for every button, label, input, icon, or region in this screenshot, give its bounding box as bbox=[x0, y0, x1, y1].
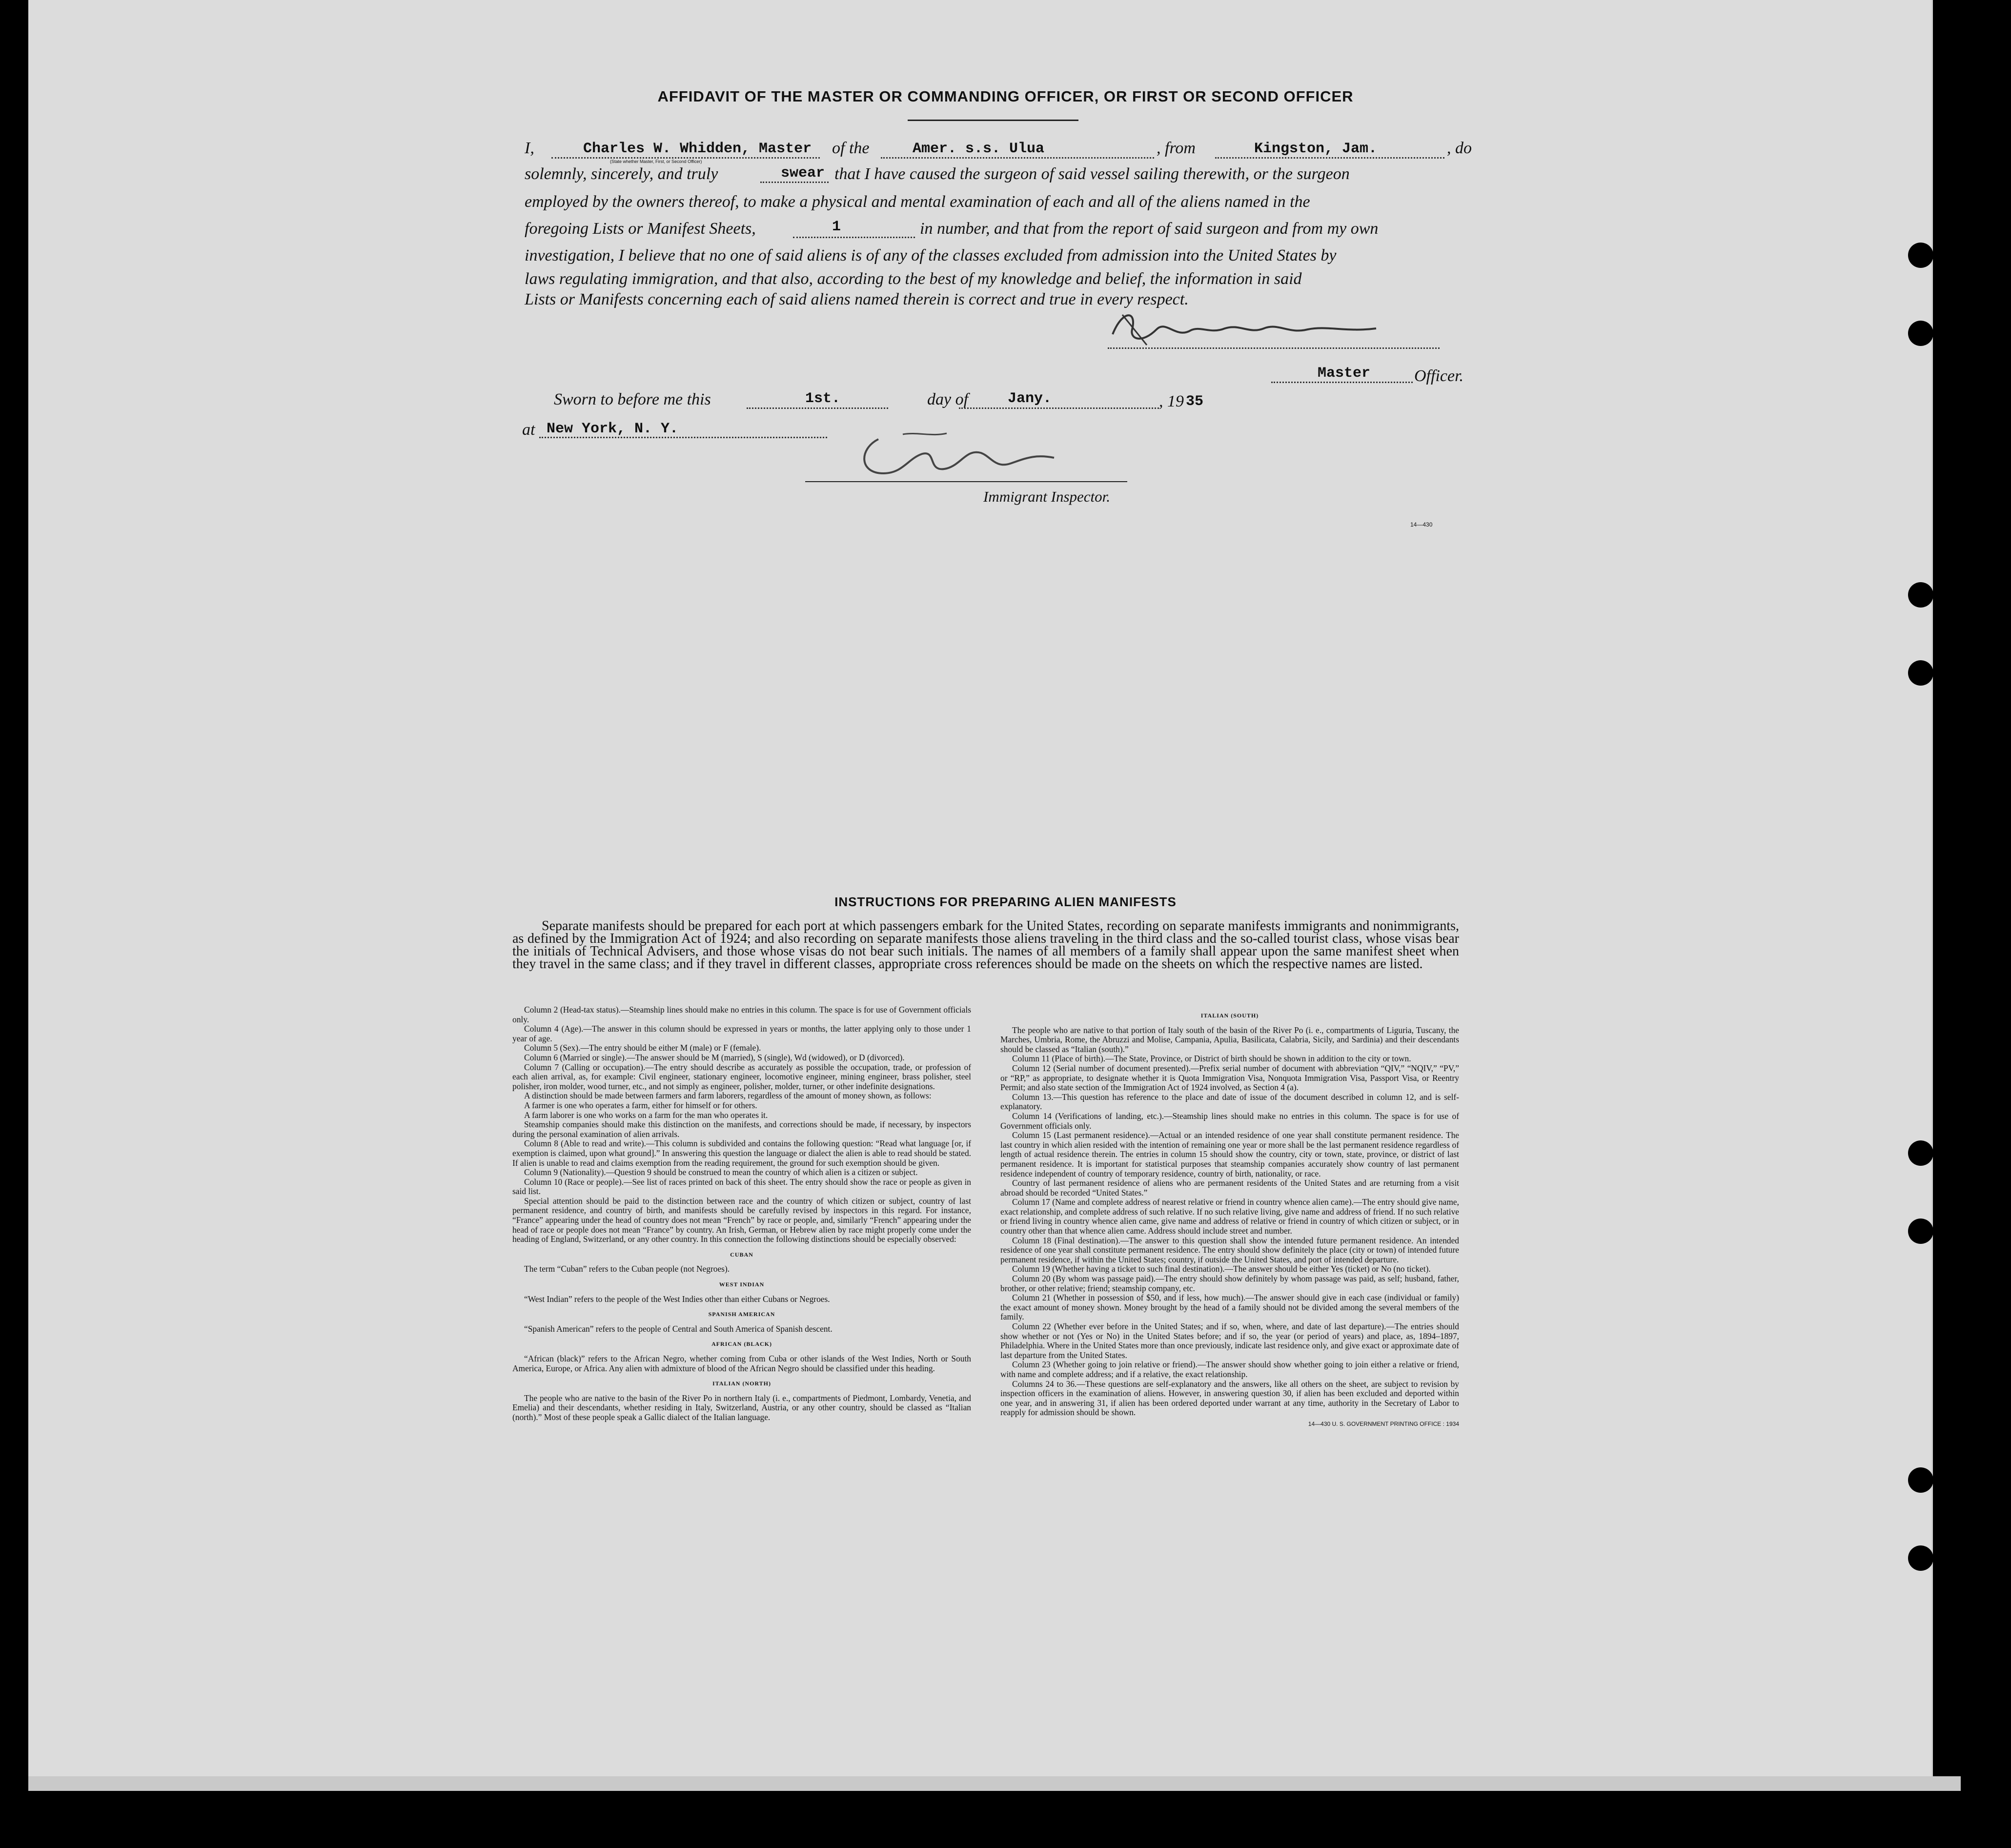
farm-text-4: Steamship companies should make this distinction on the manifests, and corrections should be made, if necessary, by inspectors during the personal examination of alien arrivals. bbox=[512, 1119, 971, 1139]
sheets-text-a: foregoing Lists or Manifest Sheets, bbox=[525, 220, 756, 238]
inspector-line bbox=[805, 481, 1127, 482]
sworn-day: 1st. bbox=[805, 390, 841, 407]
officer-line bbox=[1271, 382, 1413, 383]
col21-text: Column 21 (Whether in possession of $50, and if less, how much).—The answer should give in each case (individual or family) the exact amount of money shown. Money brought by the head of a family should not be divided among the several members of the family. bbox=[1000, 1293, 1459, 1322]
port-line bbox=[1215, 157, 1444, 159]
oath-word: swear bbox=[781, 165, 825, 182]
punch-hole bbox=[1908, 1140, 1933, 1166]
col15-text: Column 15 (Last permanent residence).—Actual or an intended residence of one year shall constitute permanent residence. The last country in which alien resided with the intention of remaining one year or more shall be the last permanent residence regardless of length of actual residence therein. The entries in column 15 should show the country, city or town, state, province, or district of last permanent residence. It is important for statistical purposes that steamship companies accurately show country of last permanent residence independent of country of temporary residence, country of birth, nationality, or race. bbox=[1000, 1130, 1459, 1178]
instructions-intro: Separate manifests should be prepared for each port at which passengers embark for the United States, recording on separate manifests immigrants and nonimmigrants, as defined by the Immigration Act of 1924; and also recording on separate manifests those aliens traveling in the third class and the so-called tourist class, whose visas bear the initials of Technical Advisers, and those whose visas do not bear such initials. The names of all members of a family shall appear upon the same manifest sheet when they travel in the same class; and if they travel in different classes, appropriate cross references should be made on the sheets on which the respective names are listed. bbox=[512, 918, 1459, 972]
title-underline bbox=[908, 120, 1078, 121]
col12-text: Column 12 (Serial number of document presented).—Prefix serial number of document with abbreviation “QIV,” “NQIV,” “PV,” or “RP,” as appropriate, to designate whether it is Quota Immigration Visa, Nonquota Immigration Visa, Passport Visa, or Reentry Permit; and also state section of the Immigration Act of 1924 involved, as Section 4 (a). bbox=[1000, 1063, 1459, 1093]
col6-text: Column 6 (Married or single).—The answer should be M (married), S (single), Wd (widowed), or D (divorced). bbox=[524, 1052, 905, 1062]
col20-text: Column 20 (By whom was passage paid).—The entry should show definitely by whom passage was paid, as self; husband, father, brother, or other relative; friend; steamship company, etc. bbox=[1000, 1274, 1459, 1293]
col19-text: Column 19 (Whether having a ticket to such final destination).—The answer should be either Yes (ticket) or No (no ticket). bbox=[1012, 1264, 1431, 1274]
oath-text-b: that I have caused the surgeon of said vessel sailing therewith, or the surgeon bbox=[834, 165, 1350, 183]
day-line bbox=[747, 407, 888, 409]
farm-text-2: A farmer is one who operates a farm, either for himself or for others. bbox=[524, 1100, 757, 1110]
do-label: , do bbox=[1447, 139, 1472, 157]
west-indian-heading: WEST INDIAN bbox=[719, 1281, 765, 1288]
master-name: Charles W. Whidden, Master bbox=[583, 141, 812, 157]
italian-north-text: The people who are native to the basin of the River Po in northern Italy (i. e., compartments of Piedmont, Lombardy, Venetia, and Emelia) and their descendants, whether residing in Italy, Switzerland, Austria, or any other country, should be classed as “Italian (north).” Most of these people speak a Gallic dialect of the Italian language. bbox=[512, 1393, 971, 1422]
col18-text: Column 18 (Final destination).—The answer to this question shall show the intended future permanent residence. An intended residence of one year shall constitute permanent residence. The entry should show definitely the place (city or town) of intended future permanent residence, if within the United States; country, if outside the United States, and port of intended departure. bbox=[1000, 1235, 1459, 1264]
col24-text: Columns 24 to 36.—These questions are self-explanatory and the answers, like all others on the sheet, are subject to revision by inspection officers in the examination of aliens. However, in answering question 30, if alien has been excluded and deported within one year, and in answering 31, if alien has been ordered deported under warrant at any time, authority in the Secretary of Labor to reapply for admission should be shown. bbox=[1000, 1379, 1459, 1418]
punch-hole bbox=[1908, 582, 1933, 608]
officer-label: Officer. bbox=[1414, 367, 1464, 385]
punch-hole bbox=[1908, 243, 1933, 268]
cuban-text: The term “Cuban” refers to the Cuban people (not Negroes). bbox=[524, 1264, 730, 1274]
col7-text: Column 7 (Calling or occupation).—The entry should describe as accurately as possible the occupation, trade, or profession of each alien arrival, as, for example: Civil engineer, stationary engineer, locomotive engineer, mining engineer, brass polisher, steel polisher, iron molder, wood turner, etc., and not simply as engineer, polisher, molder, turner, or other indefinite designations. bbox=[512, 1062, 971, 1091]
from-label: , from bbox=[1157, 139, 1196, 157]
officer-title: Master bbox=[1318, 365, 1371, 382]
master-signature bbox=[1103, 300, 1396, 354]
punch-hole bbox=[1908, 660, 1933, 686]
italian-north-heading: ITALIAN (NORTH) bbox=[712, 1380, 772, 1387]
signature-line bbox=[1108, 347, 1440, 349]
i-label: I, bbox=[525, 139, 534, 157]
at-label: at bbox=[522, 421, 535, 439]
farm-text-3: A farm laborer is one who works on a farm for the man who operates it. bbox=[524, 1110, 768, 1120]
year-suffix: 35 bbox=[1186, 393, 1204, 410]
west-indian-text: “West Indian” refers to the people of the West Indies other than either Cubans or Negroes. bbox=[524, 1294, 830, 1304]
col2-text: Column 2 (Head-tax status).—Steamship lines should make no entries in this column. The space is for use of Government officials only. bbox=[512, 1005, 971, 1024]
african-heading: AFRICAN (BLACK) bbox=[711, 1340, 772, 1348]
from-port: Kingston, Jam. bbox=[1254, 141, 1378, 157]
col8-text: Column 8 (Able to read and write).—This column is subdivided and contains the following question: “Read what language [or, if exemption is claimed, upon what ground].” In answering this question the language or dialect the alien is able to read should be stated. If alien is unable to read and claims exemption from the reading requirement, the ground for such exemption should be given. bbox=[512, 1138, 971, 1168]
punch-hole bbox=[1908, 1545, 1933, 1571]
of-the-label: of the bbox=[832, 139, 870, 157]
cuban-heading: CUBAN bbox=[730, 1251, 753, 1258]
document-paper bbox=[28, 0, 1933, 1781]
punch-hole bbox=[1908, 1218, 1933, 1244]
paper-edge bbox=[28, 1776, 1961, 1791]
vessel-line bbox=[881, 157, 1154, 159]
year-prefix: , 19 bbox=[1159, 392, 1184, 410]
rank-note: (State whether Master, First, or Second Officer) bbox=[610, 159, 702, 164]
special-attention-text: Special attention should be paid to the distinction between race and the country of which citizen or subject, country of last permanent residence, and country of birth, and manifests should be carefully revised by inspectors in this regard. For instance, “France” appearing under the head of country does not mean “French” by race or people, and, similarly “French” appearing under the head of race or people does not mean “France” by country. An Irish, German, or Hebrew alien by race might properly come under the heading of England, Switzerland, or any other country. In this connection the following distinctions should be especially observed: bbox=[512, 1196, 971, 1244]
instructions-title: INSTRUCTIONS FOR PREPARING ALIEN MANIFESTS bbox=[834, 894, 1177, 909]
col4-text: Column 4 (Age).—The answer in this column should be expressed in years or months, the latter applying only to those under 1 year of age. bbox=[512, 1024, 971, 1043]
affidavit-line-6: laws regulating immigration, and that also, according to the best of my knowledge and belief, the information in said bbox=[525, 270, 1302, 288]
affidavit-title: AFFIDAVIT OF THE MASTER OR COMMANDING OFFICER, OR FIRST OR SECOND OFFICER bbox=[657, 88, 1354, 105]
col17-text: Column 17 (Name and complete address of nearest relative or friend in country whence alien came).—The entry should give name, exact relationship, and complete address of such relative. If no such relative living, give name and address of friend. If no such relative or friend living in country whence alien came, give name and address of relative or friend in country of which citizen or subject, or in country other than that whence alien came. Address should include street and number. bbox=[1000, 1197, 1459, 1236]
col10-text: Column 10 (Race or people).—See list of races printed on back of this sheet. The entry should show the race or people as given in said list. bbox=[512, 1177, 971, 1197]
spanish-american-text: “Spanish American” refers to the people of Central and South America of Spanish descent. bbox=[524, 1323, 833, 1334]
spanish-american-heading: SPANISH AMERICAN bbox=[708, 1311, 775, 1318]
sworn-label: Sworn to before me this bbox=[554, 390, 711, 408]
printing-office-footer: 14—430 U. S. GOVERNMENT PRINTING OFFICE : 1934 bbox=[1308, 1420, 1459, 1427]
col11-text: Column 11 (Place of birth).—The State, Province, or District of birth should be shown in addition to the city or town. bbox=[1012, 1054, 1411, 1064]
affidavit-line-5: investigation, I believe that no one of said aliens is of any of the classes excluded from admission into the United States by bbox=[525, 246, 1337, 264]
col23-text: Column 23 (Whether going to join relative or friend).—The answer should show whether going to join either a relative or friend, with name and complete address; and if a relative, the exact relationship. bbox=[1000, 1360, 1459, 1379]
form-number: 14—430 bbox=[1410, 521, 1433, 528]
italian-south-text: The people who are native to that portion of Italy south of the basin of the River Po (i. e., compartments of Liguria, Tuscany, the Marches, Umbria, Rome, the Abruzzi and Molise, Campania, Apulia, Basilicata, Calabria, Sicily, and Sardinia) and their descendants should be classed as “Italian (south).” bbox=[1000, 1025, 1459, 1054]
affidavit-line-3: employed by the owners thereof, to make a physical and mental examination of each and all of the aliens named in the bbox=[525, 193, 1310, 211]
col22-text: Column 22 (Whether ever before in the United States; and if so, when, where, and date of last departure).—The entries should show whether or not (Yes or No) in the United States before; and if so, the year (or period of years) and place, as, 1894–1897, Philadelphia. Where in the United States more than once previously, indicate last residence only, and give exact or approximate date of last departure from the United States. bbox=[1000, 1321, 1459, 1360]
sworn-place: New York, N. Y. bbox=[547, 421, 679, 437]
sworn-month: Jany. bbox=[1008, 390, 1052, 407]
punch-hole bbox=[1908, 321, 1933, 346]
vessel-name: Amer. s.s. Ulua bbox=[913, 141, 1045, 157]
col9-text: Column 9 (Nationality).—Question 9 should be construed to mean the country of which alien is a citizen or subject. bbox=[524, 1167, 918, 1178]
african-text: “African (black)” refers to the African Negro, whether coming from Cuba or other islands of the West Indies, North or South America, Europe, or Africa. Any alien with admixture of blood of the African Negro should be classified under this heading. bbox=[512, 1354, 971, 1373]
sheets-count: 1 bbox=[832, 219, 841, 235]
italian-south-heading: ITALIAN (SOUTH) bbox=[1200, 1012, 1259, 1019]
affidavit-line-7: Lists or Manifests concerning each of said aliens named therein is correct and true in every respect. bbox=[525, 290, 1189, 308]
country-text: Country of last permanent residence of aliens who are permanent residents of the United States and are returning from a visit abroad should be recorded “United States.” bbox=[1000, 1178, 1459, 1198]
sheets-text-b: in number, and that from the report of said surgeon and from my own bbox=[920, 220, 1379, 238]
farm-text-1: A distinction should be made between farmers and farm laborers, regardless of the amount of money shown, as follows: bbox=[524, 1091, 932, 1101]
col5-text: Column 5 (Sex).—The entry should be either M (male) or F (female). bbox=[524, 1043, 761, 1053]
name-line bbox=[551, 157, 820, 159]
oath-line bbox=[760, 182, 829, 183]
punch-hole bbox=[1908, 1467, 1933, 1493]
day-of-label: day of bbox=[927, 390, 969, 408]
col14-text: Column 14 (Verifications of landing, etc.).—Steamship lines should make no entries in this column. The space is for use of Government officials only. bbox=[1000, 1111, 1459, 1131]
instructions-right-column bbox=[1000, 1005, 1459, 1429]
col13-text: Column 13.—This question has reference to the place and date of issue of the document described in column 12, and is self-explanatory. bbox=[1000, 1092, 1459, 1112]
inspector-signature bbox=[849, 429, 1074, 483]
sheets-line bbox=[793, 237, 915, 238]
month-line bbox=[959, 407, 1159, 409]
inspector-label: Immigrant Inspector. bbox=[983, 488, 1111, 505]
instructions-left-column bbox=[512, 1005, 971, 1422]
oath-text-a: solemnly, sincerely, and truly bbox=[525, 165, 718, 183]
